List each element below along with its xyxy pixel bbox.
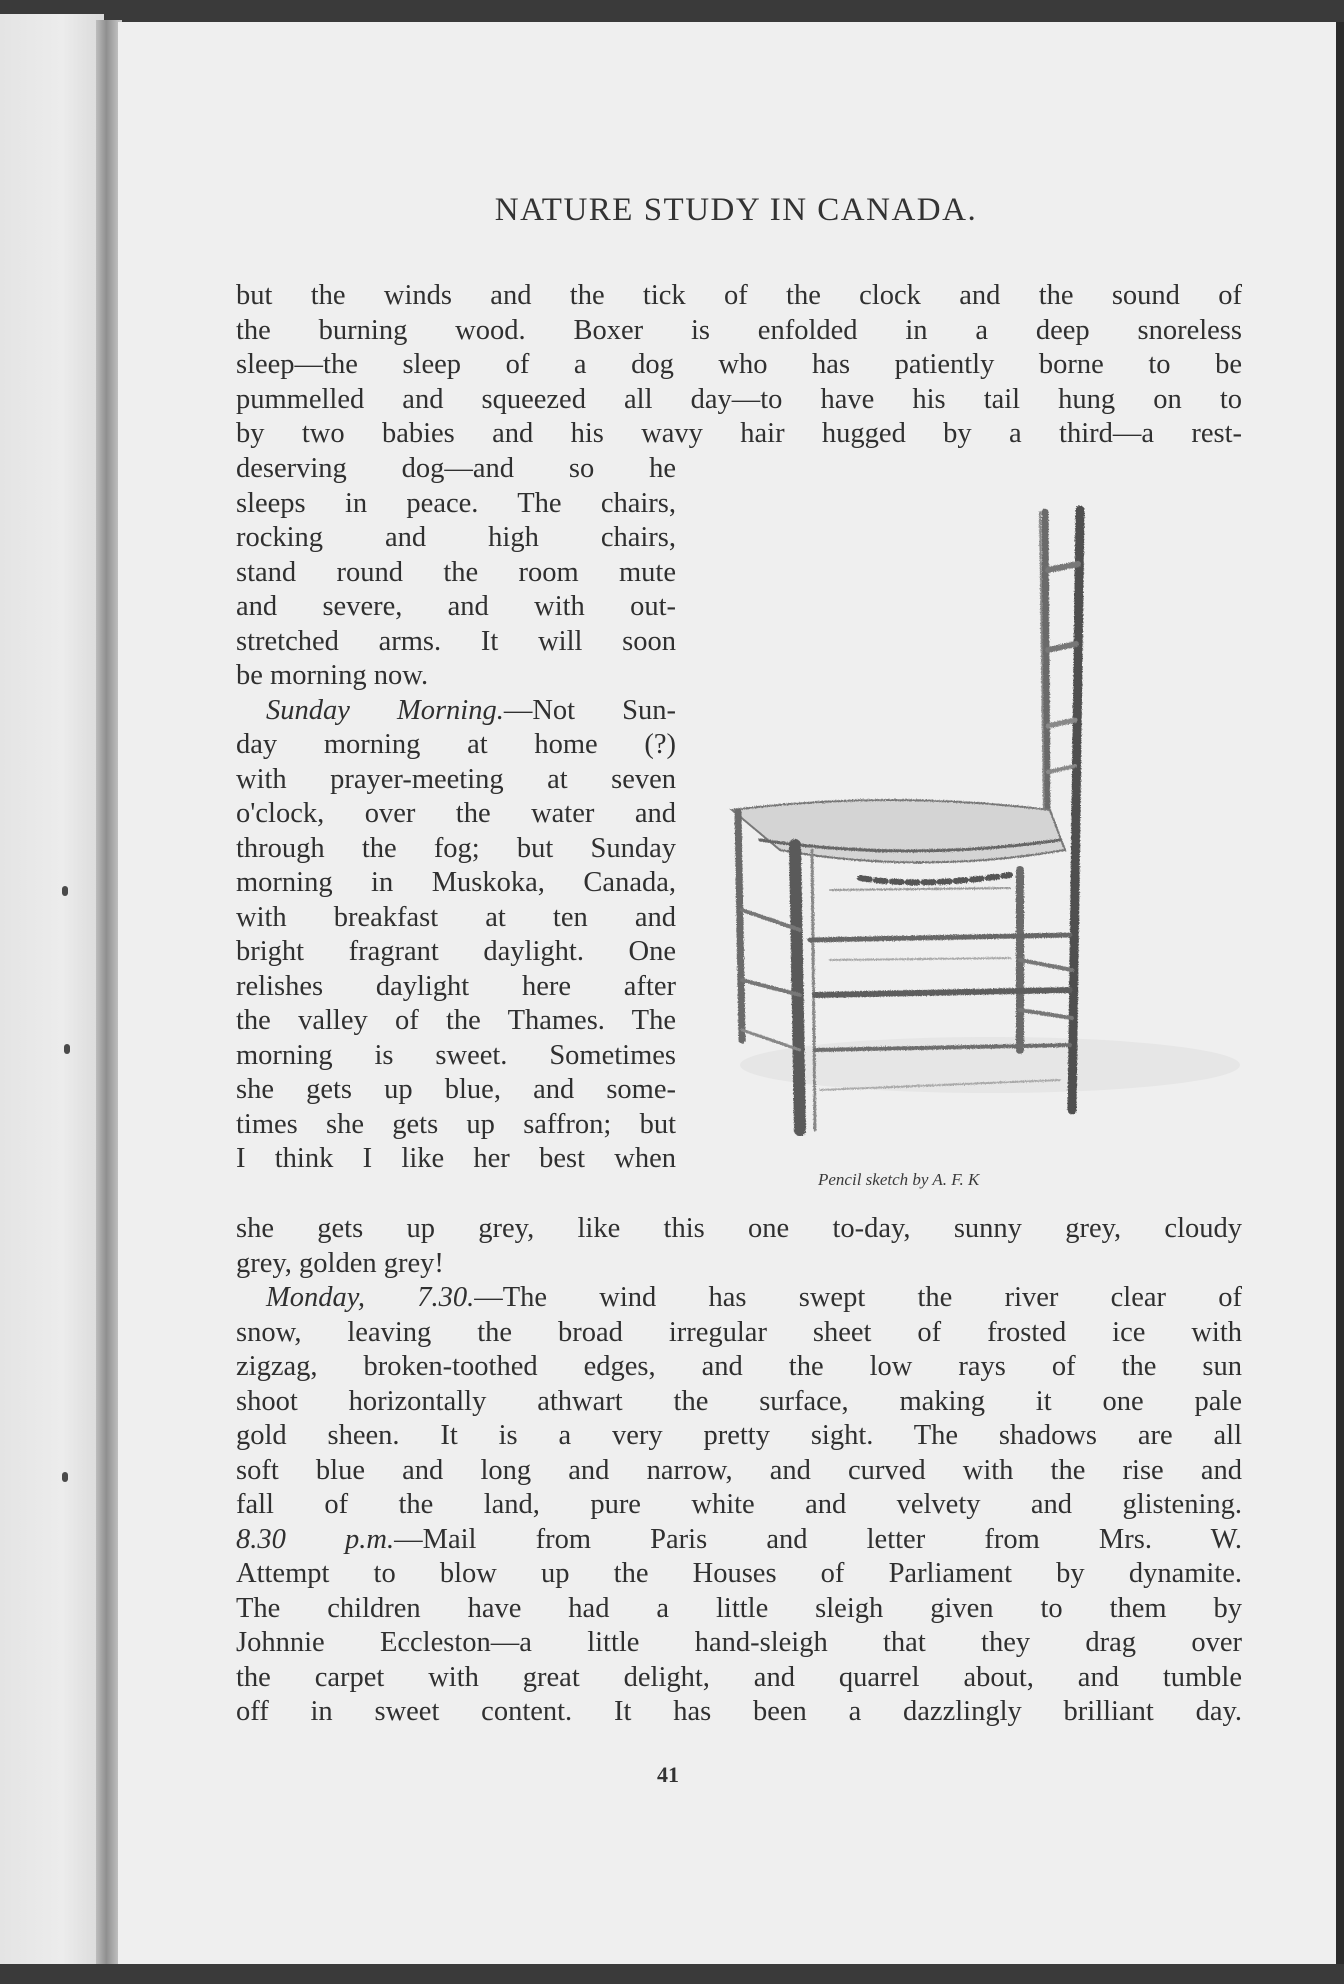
- text-line: she gets up grey, like this one to-day, sunny grey, cloudy: [236, 1213, 1242, 1244]
- text-line: snow, leaving the broad irregular sheet of frosted ice with: [236, 1316, 1242, 1348]
- text-line: shoot horizontally athwart the surface, making it one pale: [236, 1385, 1242, 1417]
- text-line: fall of the land, pure white and velvety and glistening.: [236, 1489, 1242, 1520]
- margin-speck: [62, 886, 68, 896]
- text-line: by two babies and his wavy hair hugged by a third—a rest-: [236, 418, 1242, 449]
- bottom-edge: [0, 1964, 1344, 1984]
- artist-initials: A. F. K: [932, 1170, 980, 1189]
- text-line: morning in Muskoka, Canada,: [236, 867, 676, 898]
- text-line: off in sweet content. It has been a dazzlingly brilliant day.: [236, 1696, 1242, 1727]
- text-line: day morning at home (?): [236, 729, 676, 760]
- text-line: Johnnie Eccleston—a little hand-sleigh that they drag over: [236, 1627, 1242, 1658]
- chair-sketch-figure: [720, 490, 1240, 1210]
- text-line: soft blue and long and narrow, and curved with the rise and: [236, 1454, 1242, 1486]
- paragraph-3-block: [236, 1212, 1242, 1730]
- text-line: stand round the room mute: [236, 556, 676, 588]
- margin-speck: [64, 1044, 70, 1054]
- text-line: stretched arms. It will soon: [236, 625, 676, 657]
- margin-speck: [62, 1472, 68, 1482]
- text-line: Sunday Morning.—Not Sun-: [266, 694, 676, 726]
- text-line: with breakfast at ten and: [236, 901, 676, 933]
- narrow-column: [236, 452, 676, 1177]
- text-line: she gets up blue, and some-: [236, 1074, 676, 1105]
- text-line: sleep—the sleep of a dog who has patiently borne to be: [236, 349, 1242, 380]
- text-line: I think I like her best when: [236, 1143, 676, 1174]
- text-line: but the winds and the tick of the clock and the sound of: [236, 280, 1242, 311]
- text-line: be morning now.: [236, 660, 429, 691]
- text-line: Monday, 7.30.—The wind has swept the river clear of: [266, 1282, 1242, 1313]
- text-line: the carpet with great delight, and quarrel about, and tumble: [236, 1661, 1242, 1693]
- top-edge: [0, 0, 1344, 22]
- text-line: morning is sweet. Sometimes: [236, 1039, 676, 1071]
- ladder-back-chair-sketch-icon: [720, 490, 1240, 1170]
- text-line: the burning wood. Boxer is enfolded in a deep snoreless: [236, 314, 1242, 346]
- text-line: sleeps in peace. The chairs,: [236, 487, 676, 519]
- text-line: o'clock, over the water and: [236, 798, 676, 829]
- text-line: rocking and high chairs,: [236, 522, 676, 553]
- section-heading-monday: Monday, 7.30.: [266, 1282, 475, 1313]
- text-line: gold sheen. It is a very pretty sight. The shadows are all: [236, 1420, 1242, 1451]
- text-line: times she gets up saffron; but: [236, 1108, 676, 1140]
- paragraph-1-full: [236, 279, 1242, 452]
- section-heading-sunday: Sunday Morning.: [266, 694, 504, 726]
- book-page: [118, 22, 1336, 1968]
- text-line: zigzag, broken-toothed edges, and the low rays of the sun: [236, 1351, 1242, 1382]
- text-line: through the fog; but Sunday: [236, 832, 676, 864]
- text-line: grey, golden grey!: [236, 1247, 444, 1279]
- left-page-edge: [0, 14, 104, 1968]
- text-line: 8.30 p.m.—Mail from Paris and letter from Mrs. W.: [236, 1523, 1242, 1555]
- text-line: the valley of the Thames. The: [236, 1005, 676, 1036]
- text-line: with prayer-meeting at seven: [236, 763, 676, 795]
- section-heading-evening: 8.30 p.m.: [236, 1523, 395, 1555]
- running-title: NATURE STUDY IN CANADA.: [494, 192, 978, 228]
- text-line: Attempt to blow up the Houses of Parliament by dynamite.: [236, 1558, 1242, 1589]
- text-line: pummelled and squeezed all day—to have his tail hung on to: [236, 383, 1242, 415]
- page-number: 41: [657, 1762, 679, 1787]
- text-line: The children have had a little sleigh given to them by: [236, 1592, 1242, 1624]
- text-line: deserving dog—and so he: [236, 453, 676, 484]
- figure-caption: Pencil sketch by A. F. K: [818, 1170, 980, 1189]
- text-line: relishes daylight here after: [236, 970, 676, 1002]
- text-line: and severe, and with out-: [236, 591, 676, 622]
- text-line: bright fragrant daylight. One: [236, 936, 676, 967]
